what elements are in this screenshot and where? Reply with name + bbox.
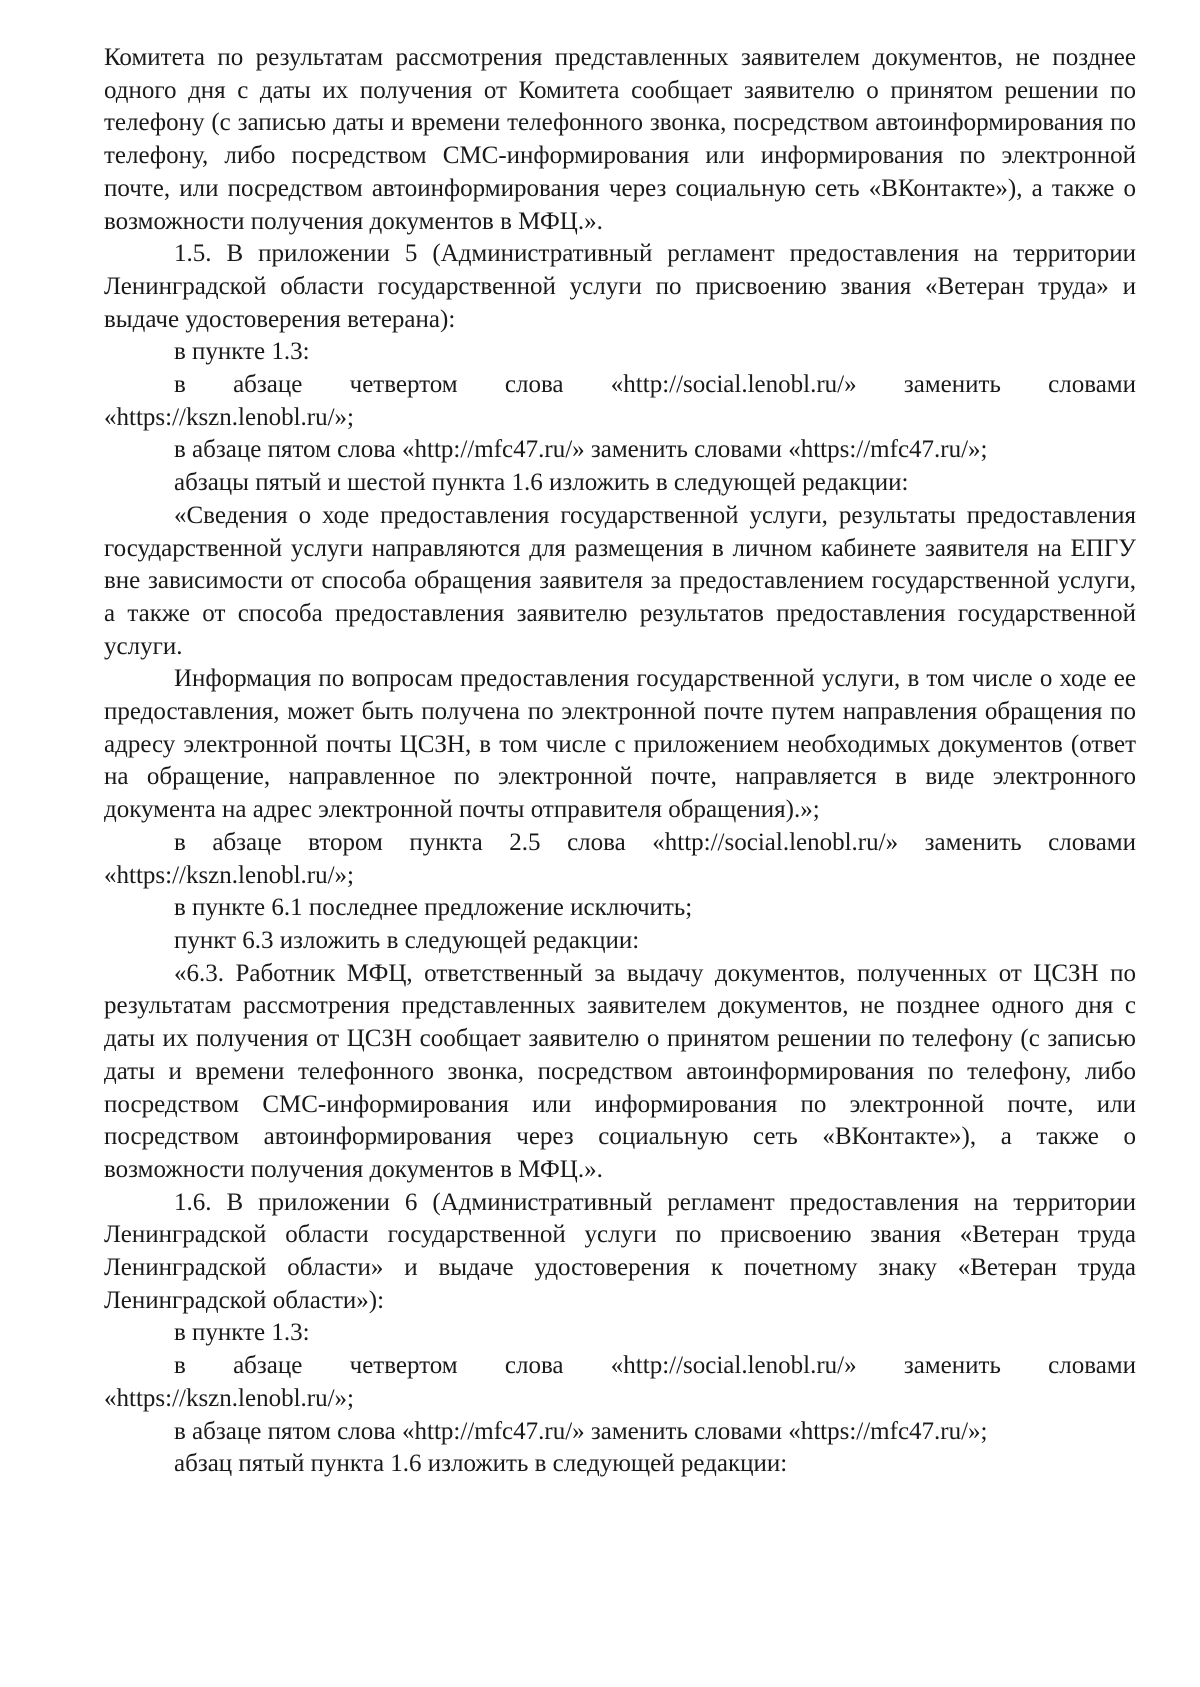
paragraph-fourth-abzats-social-link: в абзаце четвертом слова «http://social.lenobl.ru/» заменить словами «https://kszn.lenobl.ru/»;	[104, 371, 1136, 431]
paragraph-point-6-3-intro: пункт 6.3 изложить в следующей редакции:	[174, 926, 640, 954]
paragraph-point-1-3: в пункте 1.3:	[174, 338, 310, 366]
paragraph-point-6-1-exclude: в пункте 6.1 последнее предложение исключить;	[174, 894, 693, 922]
paragraph-abzats-5-point-1-6: абзац пятый пункта 1.6 изложить в следующей редакции:	[174, 1450, 788, 1478]
paragraph-mfc-committee-notification-end: Комитета по результатам рассмотрения представленных заявителем документов, не позднее одного дня с даты их получения от Комитета сообщает заявителю о принятом решении по телефону (с записью даты и времени телефонного звонка, посредством автоинформирования по телефону, либо посредством СМС-информирования или информирования по электронной почте, или посредством автоинформирования через социальную сеть «ВКонтакте»), а также о возможности получения документов в МФЦ.».	[104, 44, 1136, 235]
paragraph-point-6-3-text: «6.3. Работник МФЦ, ответственный за выдачу документов, полученных от ЦСЗН по результатам рассмотрения представленных заявителем документов, не позднее одного дня с даты их получения от ЦСЗН сообщает заявителю о принятом решении по телефону (с записью даты и времени телефонного звонка, посредством автоинформирования по телефону, либо посредством СМС-информирования или информирования по электронной почте, или посредством автоинформирования через социальную сеть «ВКонтакте»), а также о возможности получения документов в МФЦ.».	[104, 959, 1136, 1183]
paragraph-item-1-5: 1.5. В приложении 5 (Административный регламент предоставления на территории Ленинградской области государственной услуги по присвоению звания «Ветеран труда» и выдаче удостоверения ветерана):	[104, 240, 1136, 333]
document-page	[104, 42, 1136, 1481]
paragraph-abzats-5-6-point-1-6: абзацы пятый и шестой пункта 1.6 изложить в следующей редакции:	[174, 469, 909, 497]
paragraph-epgu-information: «Сведения о ходе предоставления государственной услуги, результаты предоставления государственной услуги направляются для размещения в личном кабинете заявителя на ЕПГУ вне зависимости от способа обращения заявителя за предоставлением государственной услуги, а также от способа предоставления заявителю результатов предоставления государственной услуги.	[104, 501, 1136, 660]
paragraph-point-1-3-second: в пункте 1.3:	[174, 1319, 310, 1347]
paragraph-fifth-abzats-mfc-link-second: в абзаце пятом слова «http://mfc47.ru/» заменить словами «https://mfc47.ru/»;	[174, 1417, 988, 1445]
paragraph-point-2-5-social-link: в абзаце втором пункта 2.5 слова «http://social.lenobl.ru/» заменить словами «https://kszn.lenobl.ru/»;	[104, 828, 1136, 889]
paragraph-fifth-abzats-mfc-link: в абзаце пятом слова «http://mfc47.ru/» заменить словами «https://mfc47.ru/»;	[174, 436, 988, 464]
paragraph-fourth-abzats-social-link-second: в абзаце четвертом слова «http://social.lenobl.ru/» заменить словами «https://kszn.lenobl.ru/»;	[104, 1352, 1136, 1412]
paragraph-email-information: Информация по вопросам предоставления государственной услуги, в том числе о ходе ее предоставления, может быть получена по электронной почте путем направления обращения по адресу электронной почты ЦСЗН, в том числе с приложением необходимых документов (ответ на обращение, направленное по электронной почте, направляется в виде электронного документа на адрес электронной почты отправителя обращения).»;	[104, 665, 1136, 824]
paragraph-item-1-6: 1.6. В приложении 6 (Административный регламент предоставления на территории Ленинградской области государственной услуги по присвоению звания «Ветеран труда Ленинградской области» и выдаче удостоверения к почетному знаку «Ветеран труда Ленинградской области»):	[104, 1188, 1136, 1314]
